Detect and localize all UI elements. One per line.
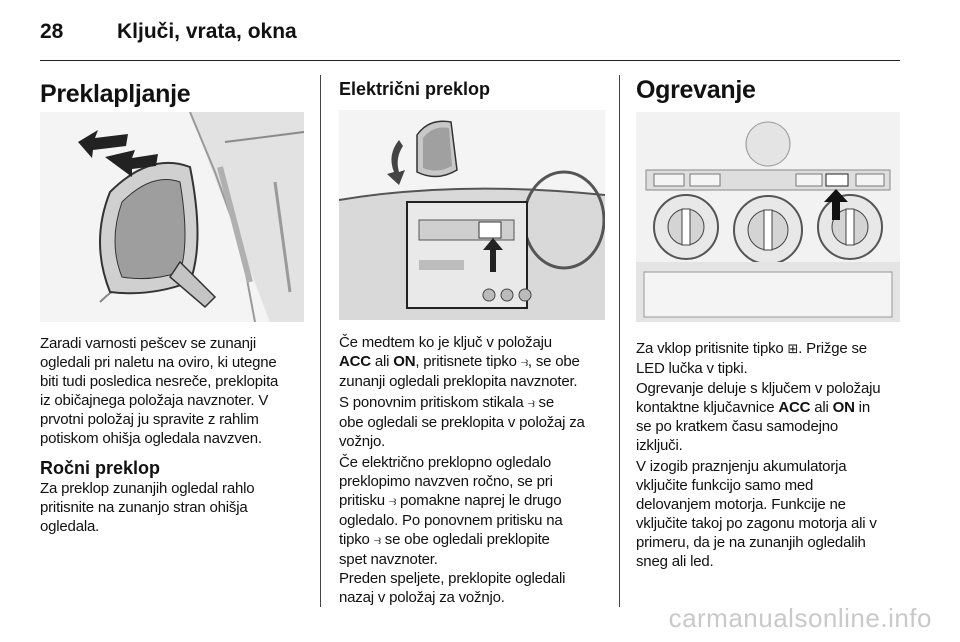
- paragraph-intro: Zaradi varnosti pešcev se zunanji ogledali pri naletu na oviro, ki utegne biti tudi posledica nesreče, preklopita iz običajnega položaja navznoter. V prvotni položaj ju spravite z rahlim potiskom ohišja ogledala navzven.: [40, 335, 279, 447]
- mirror-fold-icon: ⥽: [388, 494, 397, 509]
- header-rule: [40, 60, 900, 61]
- section-heading-ogrevanje: Ogrevanje: [636, 76, 756, 104]
- heated-mirror-button-illustration: [636, 112, 900, 322]
- mirror-fold-icon: ⥽: [527, 396, 535, 411]
- paragraph-ogrevanje-3: V izogib praznjenju akumulatorja vključite funkcijo samo med delovanjem motorja. Funkcije ne vključite takoj po zagonu motorja ali v primeru, da je na zunanjih ogledalih sneg ali led.: [636, 458, 877, 570]
- page-title: Ključi, vrata, okna: [117, 20, 297, 43]
- paragraph-elektricni-4: Preden speljete, preklopite ogledali nazaj v položaj za vožnjo.: [339, 570, 566, 606]
- heated-mirror-icon: ⊞: [787, 342, 799, 357]
- subheading-rocni-preklop: Ročni preklop: [40, 458, 161, 478]
- paragraph-elektricni-3: Če električno preklopno ogledalo preklopimo navzven ročno, se pri pritisku ⥽ pomakne naprej le drugo ogledalo. Po ponovnem pritisku na tipko ⥽ se obe ogledali preklopite spet navznoter.: [339, 454, 563, 568]
- electric-fold-illustration: [339, 110, 605, 320]
- section-heading-preklapljanje: Preklapljanje: [40, 80, 191, 108]
- column-divider-2: [619, 75, 620, 607]
- mirror-fold-icon: ⥽: [373, 533, 381, 548]
- section-heading-elektricni: Električni preklop: [339, 79, 491, 99]
- mirror-fold-icon: ⥽: [520, 355, 528, 370]
- mirror-fold-illustration: [40, 112, 304, 322]
- watermark: carmanualsonline.info: [668, 603, 932, 633]
- paragraph-elektricni-2: S ponovnim pritiskom stikala ⥽ se obe ogledali se preklopita v položaj za vožnjo.: [339, 394, 585, 450]
- paragraph-elektricni-1: Če medtem ko je ključ v položaju ACC ali ON, pritisnete tipko ⥽, se obe zunanji ogledali preklopita navznoter.: [339, 334, 580, 390]
- paragraph-rocni: Za preklop zunanjih ogledal rahlo pritisnite na zunanjo stran ohišja ogledala.: [40, 480, 255, 535]
- paragraph-ogrevanje-1: Za vklop pritisnite tipko ⊞. Prižge se LED lučka v tipki.: [636, 340, 867, 377]
- column-divider-1: [320, 75, 321, 607]
- paragraph-ogrevanje-2: Ogrevanje deluje s ključem v položaju kontaktne ključavnice ACC ali ON in se po kratkem času samodejno izključi.: [636, 380, 881, 454]
- page-number: 28: [40, 20, 64, 43]
